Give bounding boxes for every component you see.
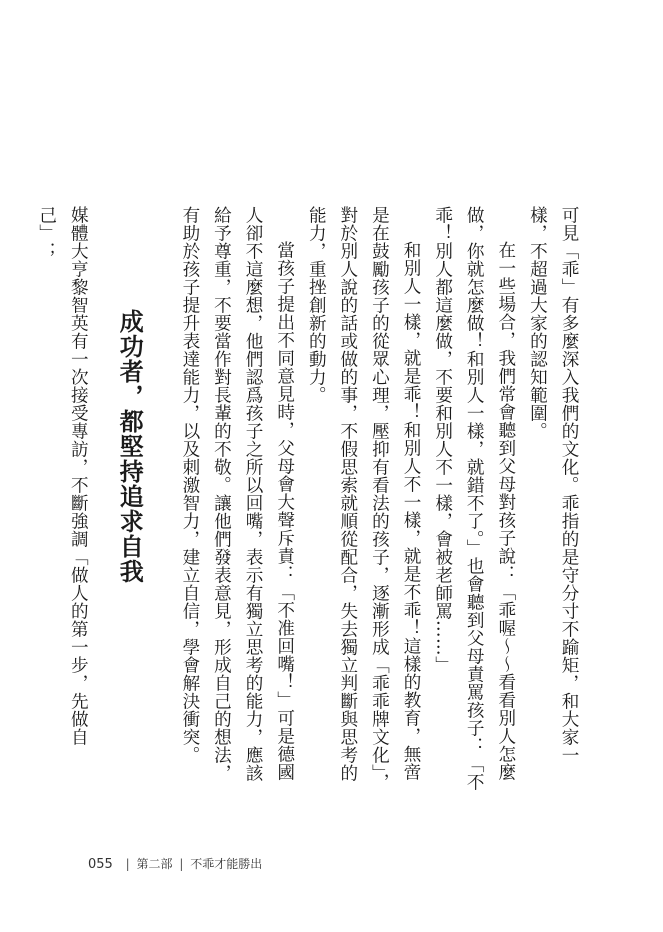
body-text (36, 206, 584, 796)
footer-divider: | (125, 857, 130, 871)
page-number: 055 (88, 857, 113, 872)
page-footer (88, 855, 262, 872)
footer-part: 第二部 (136, 857, 173, 871)
closing-paragraph: 媒體大亨黎智英有一次接受專訪，不斷強調「做人的第一步，先做自己」； (36, 206, 89, 746)
paragraph-3: 和別人一樣，就是乖！和別人不一樣，就是不乖！這樣的教育，無啻是在鼓勵孩子的從眾心理，壓抑有看法的孩子，逐漸形成「乖乖牌文化」，對於別人說的話或做的事，不假思索就順從配合，失去獨立判斷與思考的能力，重挫創新的動力。 (306, 206, 422, 792)
footer-divider: | (179, 857, 184, 871)
footer-book-title: 不乖才能勝出 (190, 857, 263, 871)
section-heading: 成功者，都堅持追求自我 (115, 309, 144, 585)
paragraph-4: 當孩子提出不同意見時，父母會大聲斥責：「不准回嘴！」可是德國人卻不這麼想，他們認爲孩子之所以回嘴，表示有獨立思考的能力，應該給予尊重，不要當作對長輩的不敬。讓他們發表意見，形成自己的想法，有助於孩子提升表達能力，以及刺激智力，建立自信，學會解決衝突。 (179, 206, 295, 782)
paragraph-2: 在一些場合，我們常會聽到父母對孩子說：「乖喔～～看看別人怎麼做，你就怎麼做！和別人一樣，就錯不了。」也會聽到父母責罵孩子：「不乖！別人都這麼做，不要和別人不一樣，會被老師罵……」 (432, 206, 516, 792)
paragraph-1: 可見「乖」有多麼深入我們的文化。乖指的是守分寸不踰矩，和大家一樣，不超過大家的認知範圍。 (527, 206, 579, 764)
